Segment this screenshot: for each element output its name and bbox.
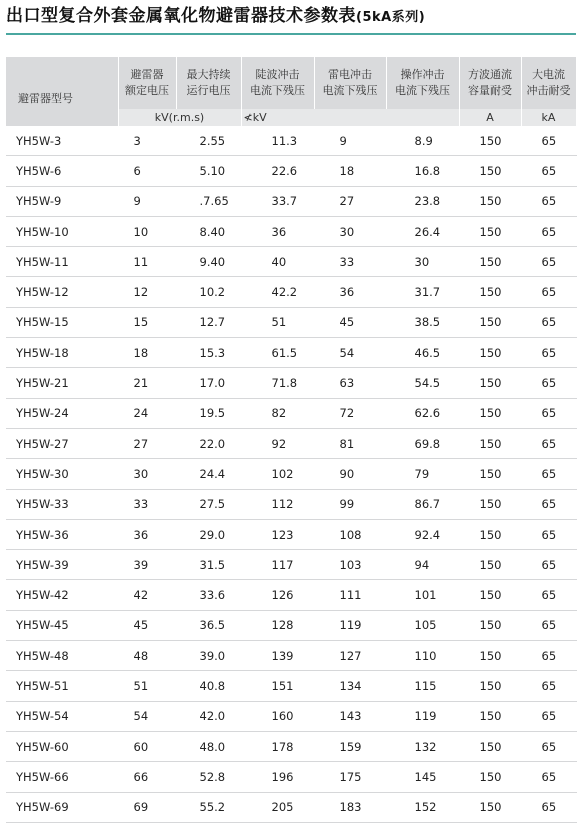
value-cell: 51	[118, 671, 176, 701]
table-row	[6, 338, 576, 368]
table-row	[6, 519, 576, 549]
value-cell: 150	[459, 610, 521, 640]
value-cell: 38.5	[386, 307, 459, 337]
value-cell: 16.8	[386, 156, 459, 186]
value-cell: 82	[241, 398, 314, 428]
value-cell: 39.0	[176, 641, 241, 671]
value-cell: 81	[314, 428, 386, 458]
header-switching-l2: 电流下残压	[395, 84, 450, 97]
value-cell: 134	[314, 671, 386, 701]
value-cell: 69.8	[386, 428, 459, 458]
value-cell: 40	[241, 247, 314, 277]
value-cell: 117	[241, 550, 314, 580]
table-row	[6, 792, 576, 822]
header-mcov	[176, 57, 241, 109]
model-cell: YH5W-33	[6, 489, 118, 519]
table-row	[6, 156, 576, 186]
value-cell: 145	[386, 762, 459, 792]
value-cell: 90	[314, 459, 386, 489]
value-cell: 22.6	[241, 156, 314, 186]
value-cell: 150	[459, 216, 521, 246]
value-cell: 65	[521, 459, 576, 489]
value-cell: 119	[386, 701, 459, 731]
value-cell: 132	[386, 731, 459, 761]
value-cell: 42	[118, 580, 176, 610]
value-cell: 150	[459, 459, 521, 489]
unit-kv-rms: kV(r.m.s)	[118, 109, 241, 126]
value-cell: 183	[314, 792, 386, 822]
table-row	[6, 126, 576, 156]
header-lightning-residual	[314, 57, 386, 109]
value-cell: 79	[386, 459, 459, 489]
table-row	[6, 368, 576, 398]
value-cell: 150	[459, 762, 521, 792]
model-cell: YH5W-66	[6, 762, 118, 792]
model-cell: YH5W-24	[6, 398, 118, 428]
value-cell: 159	[314, 731, 386, 761]
model-cell: YH5W-54	[6, 701, 118, 731]
value-cell: 51	[241, 307, 314, 337]
table-row	[6, 459, 576, 489]
header-lightning-l2: 电流下残压	[322, 84, 378, 97]
table-row	[6, 610, 576, 640]
value-cell: 112	[241, 489, 314, 519]
value-cell: 151	[241, 671, 314, 701]
value-cell: 12.7	[176, 307, 241, 337]
value-cell: 18	[118, 338, 176, 368]
value-cell: 150	[459, 338, 521, 368]
value-cell: 65	[521, 186, 576, 216]
model-cell: YH5W-48	[6, 641, 118, 671]
title-underline	[6, 33, 576, 35]
value-cell: 24	[118, 398, 176, 428]
value-cell: 3	[118, 126, 176, 156]
value-cell: 42.0	[176, 701, 241, 731]
value-cell: 139	[241, 641, 314, 671]
model-cell: YH5W-6	[6, 156, 118, 186]
value-cell: 110	[386, 641, 459, 671]
table-row	[6, 550, 576, 580]
value-cell: 45	[314, 307, 386, 337]
model-cell: YH5W-9	[6, 186, 118, 216]
value-cell: 150	[459, 307, 521, 337]
model-cell: YH5W-12	[6, 277, 118, 307]
value-cell: 2.55	[176, 126, 241, 156]
value-cell: 111	[314, 580, 386, 610]
model-cell: YH5W-27	[6, 428, 118, 458]
table-row	[6, 580, 576, 610]
page-title	[6, 4, 576, 30]
value-cell: 54.5	[386, 368, 459, 398]
value-cell: 17.0	[176, 368, 241, 398]
value-cell: 48	[118, 641, 176, 671]
header-square-l2: 容量耐受	[468, 84, 512, 97]
value-cell: 127	[314, 641, 386, 671]
value-cell: 65	[521, 489, 576, 519]
value-cell: 66	[118, 762, 176, 792]
value-cell: 86.7	[386, 489, 459, 519]
value-cell: 99	[314, 489, 386, 519]
table-row	[6, 701, 576, 731]
value-cell: 65	[521, 247, 576, 277]
value-cell: 65	[521, 156, 576, 186]
value-cell: 33.7	[241, 186, 314, 216]
value-cell: 9.40	[176, 247, 241, 277]
value-cell: 36	[118, 519, 176, 549]
value-cell: 8.9	[386, 126, 459, 156]
value-cell: 29.0	[176, 519, 241, 549]
value-cell: 115	[386, 671, 459, 701]
table-row	[6, 216, 576, 246]
value-cell: 10	[118, 216, 176, 246]
unit-ka: kA	[521, 109, 576, 126]
value-cell: 62.6	[386, 398, 459, 428]
model-cell: YH5W-3	[6, 126, 118, 156]
value-cell: 46.5	[386, 338, 459, 368]
value-cell: 65	[521, 216, 576, 246]
value-cell: 42.2	[241, 277, 314, 307]
value-cell: 65	[521, 338, 576, 368]
value-cell: 65	[521, 277, 576, 307]
header-square-wave	[459, 57, 521, 109]
value-cell: 128	[241, 610, 314, 640]
header-steep-l2: 电流下残压	[250, 84, 305, 97]
value-cell: 6	[118, 156, 176, 186]
header-switching-l1: 操作冲击	[400, 68, 445, 81]
value-cell: 8.40	[176, 216, 241, 246]
value-cell: 55.2	[176, 792, 241, 822]
value-cell: 31.5	[176, 550, 241, 580]
table-row	[6, 428, 576, 458]
value-cell: 119	[314, 610, 386, 640]
header-model: 避雷器型号	[6, 57, 118, 126]
model-cell: YH5W-21	[6, 368, 118, 398]
value-cell: 61.5	[241, 338, 314, 368]
value-cell: 11	[118, 247, 176, 277]
table-row	[6, 762, 576, 792]
value-cell: 65	[521, 671, 576, 701]
value-cell: 65	[521, 580, 576, 610]
value-cell: 65	[521, 368, 576, 398]
value-cell: 150	[459, 580, 521, 610]
value-cell: 160	[241, 701, 314, 731]
value-cell: 65	[521, 550, 576, 580]
value-cell: 72	[314, 398, 386, 428]
value-cell: 65	[521, 398, 576, 428]
value-cell: 12	[118, 277, 176, 307]
value-cell: 150	[459, 368, 521, 398]
value-cell: 150	[459, 398, 521, 428]
value-cell: 27.5	[176, 489, 241, 519]
header-rated-voltage	[118, 57, 176, 109]
value-cell: 150	[459, 277, 521, 307]
value-cell: 65	[521, 701, 576, 731]
model-cell: YH5W-39	[6, 550, 118, 580]
title-main: 出口型复合外套金属氧化物避雷器技术参数表	[6, 6, 356, 26]
value-cell: 48.0	[176, 731, 241, 761]
header-rated-voltage-l1: 避雷器	[130, 68, 164, 81]
header-high-l2: 冲击耐受	[526, 84, 571, 97]
value-cell: 45	[118, 610, 176, 640]
value-cell: 71.8	[241, 368, 314, 398]
header-high-l1: 大电流	[532, 68, 565, 81]
value-cell: 150	[459, 126, 521, 156]
value-cell: 150	[459, 186, 521, 216]
value-cell: 152	[386, 792, 459, 822]
value-cell: 40.8	[176, 671, 241, 701]
value-cell: 150	[459, 428, 521, 458]
model-cell: YH5W-11	[6, 247, 118, 277]
value-cell: 150	[459, 671, 521, 701]
value-cell: 31.7	[386, 277, 459, 307]
model-cell: YH5W-15	[6, 307, 118, 337]
model-cell: YH5W-42	[6, 580, 118, 610]
model-cell: YH5W-36	[6, 519, 118, 549]
value-cell: 27	[314, 186, 386, 216]
value-cell: 63	[314, 368, 386, 398]
value-cell: 54	[118, 701, 176, 731]
value-cell: 126	[241, 580, 314, 610]
value-cell: 92.4	[386, 519, 459, 549]
model-cell: YH5W-60	[6, 731, 118, 761]
table-row	[6, 277, 576, 307]
value-cell: 150	[459, 156, 521, 186]
value-cell: 54	[314, 338, 386, 368]
table-row	[6, 398, 576, 428]
model-cell: YH5W-45	[6, 610, 118, 640]
table-row	[6, 731, 576, 761]
header-lightning-l1: 雷电冲击	[328, 68, 372, 81]
value-cell: 65	[521, 641, 576, 671]
value-cell: 65	[521, 519, 576, 549]
value-cell: 9	[314, 126, 386, 156]
value-cell: 36.5	[176, 610, 241, 640]
model-cell: YH5W-51	[6, 671, 118, 701]
value-cell: 150	[459, 489, 521, 519]
value-cell: 69	[118, 792, 176, 822]
value-cell: 30	[118, 459, 176, 489]
value-cell: 21	[118, 368, 176, 398]
table-row	[6, 247, 576, 277]
value-cell: 65	[521, 762, 576, 792]
value-cell: 18	[314, 156, 386, 186]
value-cell: 92	[241, 428, 314, 458]
value-cell: 150	[459, 731, 521, 761]
value-cell: 102	[241, 459, 314, 489]
header-row	[6, 57, 576, 109]
spec-table	[6, 57, 577, 823]
value-cell: 150	[459, 519, 521, 549]
model-cell: YH5W-69	[6, 792, 118, 822]
value-cell: 175	[314, 762, 386, 792]
value-cell: 39	[118, 550, 176, 580]
value-cell: 105	[386, 610, 459, 640]
value-cell: 65	[521, 792, 576, 822]
value-cell: 26.4	[386, 216, 459, 246]
value-cell: 150	[459, 792, 521, 822]
table-body	[6, 126, 576, 822]
value-cell: 36	[314, 277, 386, 307]
value-cell: 103	[314, 550, 386, 580]
value-cell: 5.10	[176, 156, 241, 186]
value-cell: 196	[241, 762, 314, 792]
value-cell: 65	[521, 731, 576, 761]
value-cell: 65	[521, 307, 576, 337]
table-row	[6, 641, 576, 671]
table-row	[6, 489, 576, 519]
value-cell: 19.5	[176, 398, 241, 428]
value-cell: 150	[459, 247, 521, 277]
header-switching-residual	[386, 57, 459, 109]
value-cell: 94	[386, 550, 459, 580]
value-cell: 30	[314, 216, 386, 246]
value-cell: 65	[521, 428, 576, 458]
model-cell: YH5W-18	[6, 338, 118, 368]
value-cell: 23.8	[386, 186, 459, 216]
title-block	[6, 4, 576, 38]
unit-a: A	[459, 109, 521, 126]
value-cell: 143	[314, 701, 386, 731]
value-cell: 30	[386, 247, 459, 277]
value-cell: 27	[118, 428, 176, 458]
title-series: (5kA系列)	[356, 10, 426, 25]
value-cell: 65	[521, 610, 576, 640]
value-cell: 108	[314, 519, 386, 549]
value-cell: 123	[241, 519, 314, 549]
value-cell: 36	[241, 216, 314, 246]
value-cell: 150	[459, 550, 521, 580]
value-cell: 11.3	[241, 126, 314, 156]
header-square-l1: 方波通流	[468, 68, 512, 81]
table-row	[6, 307, 576, 337]
header-mcov-l2: 运行电压	[186, 84, 231, 97]
value-cell: 10.2	[176, 277, 241, 307]
value-cell: 150	[459, 701, 521, 731]
value-cell: 9	[118, 186, 176, 216]
table-row	[6, 186, 576, 216]
table-row	[6, 671, 576, 701]
value-cell: 15	[118, 307, 176, 337]
value-cell: 150	[459, 641, 521, 671]
value-cell: 15.3	[176, 338, 241, 368]
value-cell: .7.65	[176, 186, 241, 216]
header-steep-residual	[241, 57, 314, 109]
value-cell: 178	[241, 731, 314, 761]
header-mcov-l1: 最大持续	[186, 68, 231, 81]
value-cell: 22.0	[176, 428, 241, 458]
value-cell: 65	[521, 126, 576, 156]
value-cell: 52.8	[176, 762, 241, 792]
header-steep-l1: 陡波冲击	[255, 68, 300, 81]
value-cell: 101	[386, 580, 459, 610]
unit-kv-peak: ≮kV	[241, 109, 459, 126]
value-cell: 205	[241, 792, 314, 822]
model-cell: YH5W-10	[6, 216, 118, 246]
value-cell: 33	[314, 247, 386, 277]
value-cell: 33.6	[176, 580, 241, 610]
value-cell: 24.4	[176, 459, 241, 489]
value-cell: 60	[118, 731, 176, 761]
header-high-current	[521, 57, 576, 109]
model-cell: YH5W-30	[6, 459, 118, 489]
value-cell: 33	[118, 489, 176, 519]
header-rated-voltage-l2: 额定电压	[125, 84, 169, 97]
